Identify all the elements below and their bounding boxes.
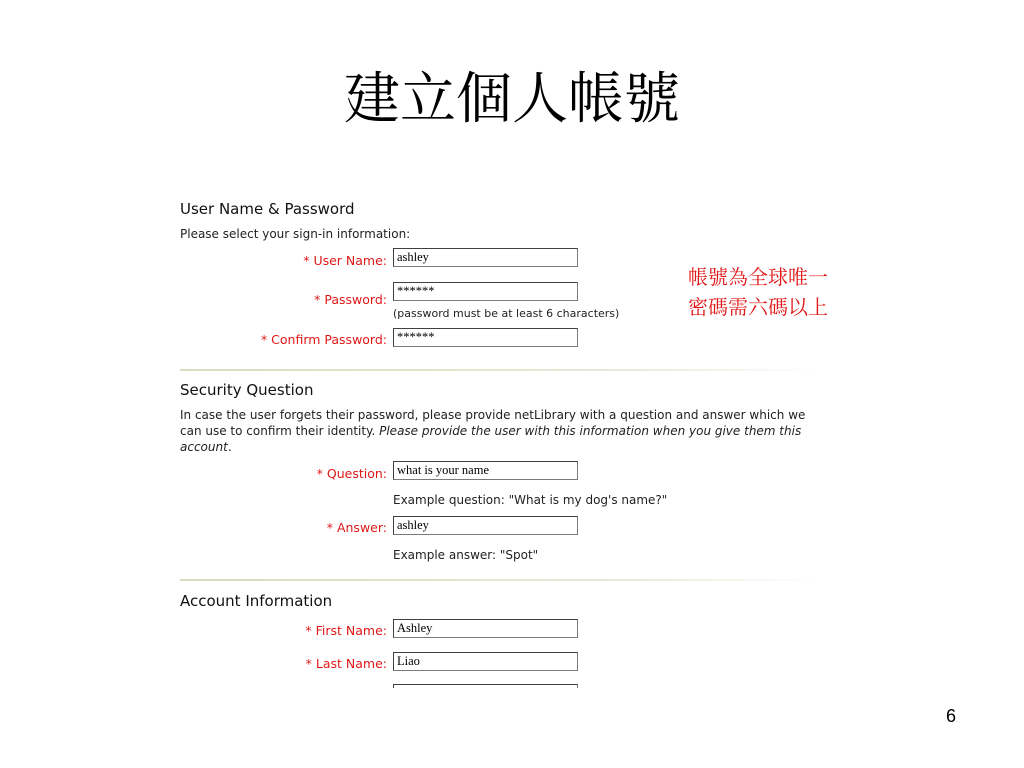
username-input[interactable] — [393, 248, 578, 267]
section-header-security: Security Question — [180, 381, 314, 399]
password-label: * Password: — [314, 292, 387, 307]
password-input[interactable] — [393, 282, 578, 301]
section-divider — [180, 579, 820, 581]
question-input[interactable] — [393, 461, 578, 480]
answer-hint: Example answer: "Spot" — [393, 548, 539, 562]
slide-title: 建立個人帳號 — [344, 67, 680, 132]
first-name-input[interactable] — [393, 619, 578, 638]
first-name-label: * First Name: — [305, 623, 387, 638]
note-line-password: 密碼需六碼以上 — [688, 295, 828, 319]
next-field-partial — [393, 684, 578, 688]
username-label: * User Name: — [303, 253, 387, 268]
page-number: 6 — [946, 706, 957, 726]
last-name-input[interactable] — [393, 652, 578, 671]
confirm-password-input[interactable] — [393, 328, 578, 347]
security-description-note: Please provide the user with this information when you give them this account — [180, 424, 802, 454]
section-divider — [180, 369, 820, 371]
security-description-text: In case the user forgets their password, please provide netLibrary with a question and answer which we can use to confirm their identity. — [180, 408, 806, 438]
answer-input[interactable] — [393, 516, 578, 535]
section-description-security — [180, 407, 830, 455]
security-description-end: . — [227, 440, 232, 454]
question-hint: Example question: "What is my dog's name?" — [393, 493, 668, 507]
answer-label: * Answer: — [326, 520, 387, 535]
annotation-note — [688, 262, 828, 322]
section-header-account: Account Information — [180, 592, 333, 610]
section-header-user: User Name & Password — [180, 200, 355, 218]
note-line-account: 帳號為全球唯一 — [688, 265, 828, 289]
password-hint: (password must be at least 6 characters) — [393, 307, 620, 320]
confirm-password-label: * Confirm Password: — [260, 332, 387, 347]
last-name-label: * Last Name: — [305, 656, 387, 671]
question-label: * Question: — [316, 466, 387, 481]
section-description-user: Please select your sign-in information: — [180, 227, 411, 241]
